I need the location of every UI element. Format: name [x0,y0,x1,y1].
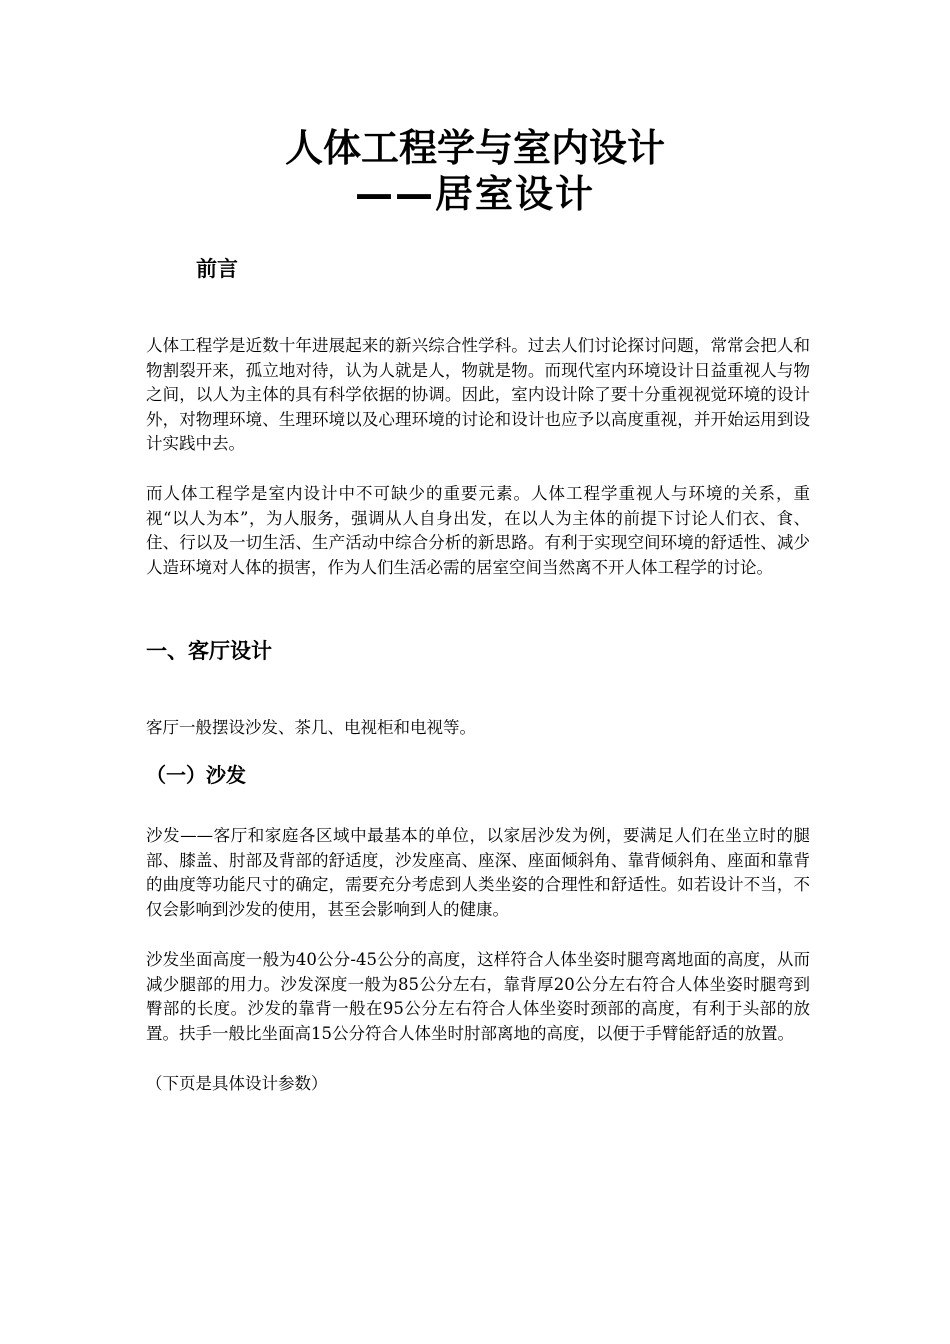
preface-paragraph-2: 而人体工程学是室内设计中不可缺少的重要元素。人体工程学重视人与环境的关系，重视“以人为本”，为人服务，强调从人自身出发，在以人为主体的前提下讨论人们衣、食、住、行以及一切生活、生产活动中综合分析的新思路。有利于实现空间环境的舒适性、减少人造环境对人体的损害，作为人们生活必需的居室空间当然离不开人体工程学的讨论。 [146,484,810,577]
sofa-paragraph-2: 沙发坐面高度一般为40公分-45公分的高度，这样符合人体坐姿时腿弯离地面的高度，从而减少腿部的用力。沙发深度一般为85公分左右，靠背厚20公分左右符合人体坐姿时腿弯到臀部的长度。沙发的靠背一般在95公分左右符合人体坐姿时颈部的高度，有利于头部的放置。扶手一般比坐面高15公分符合人体坐时肘部离地的高度，以便于手臂能舒适的放置。 [146,950,810,1043]
next-page-note: （下页是具体设计参数） [146,1074,328,1093]
document-title: 人体工程学与室内设计 [284,126,665,170]
document-subtitle: ——居室设计 [354,172,595,216]
sofa-paragraph-1: 沙发——客厅和家庭各区域中最基本的单位，以家居沙发为例，要满足人们在坐立时的腿部、膝盖、肘部及背部的舒适度，沙发座高、座深、座面倾斜角、靠背倾斜角、座面和靠背的曲度等功能尺寸的确定，需要充分考虑到人类坐姿的合理性和舒适性。如若设计不当，不仅会影响到沙发的使用，甚至会影响到人的健康。 [146,826,810,919]
preface-paragraph-1: 人体工程学是近数十年进展起来的新兴综合性学科。过去人们讨论探讨问题，常常会把人和物割裂开来，孤立地对待，认为人就是人，物就是物。而现代室内环境设计日益重视人与物之间，以人为主体的具有科学依据的协调。因此，室内设计除了要十分重视视觉环境的设计外，对物理环境、生理环境以及心理环境的讨论和设计也应予以高度重视，并开始运用到设计实践中去。 [146,336,810,454]
preface-heading: 前言 [196,257,238,281]
section-living-room-heading: 一、客厅设计 [146,639,272,663]
living-room-intro: 客厅一般摆设沙发、茶几、电视柜和电视等。 [146,718,476,737]
subsection-sofa-heading: （一）沙发 [146,763,246,787]
